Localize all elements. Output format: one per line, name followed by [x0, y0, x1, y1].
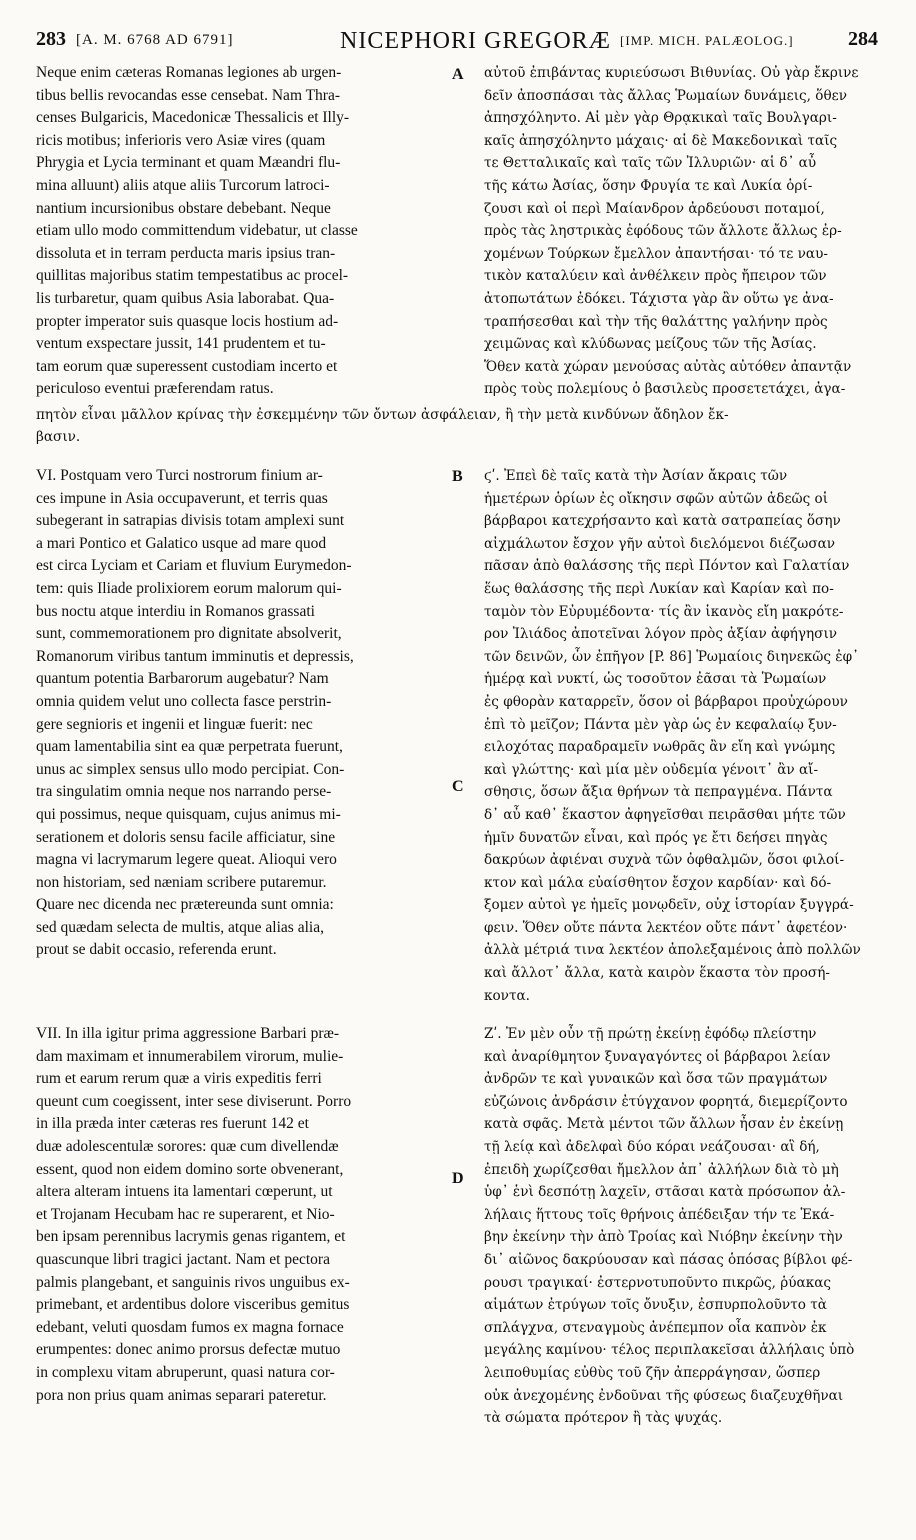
text-line: ἕως θαλάσσης τῆς περὶ Λυκίαν καὶ Καρίαν καὶ πο- — [484, 580, 834, 597]
text-line: quascunque libri tragici jactant. Nam et pectora — [36, 1250, 330, 1268]
text-line: ἀνδρῶν τε καὶ γυναικῶν καὶ ὅσα τῶν πραγμάτων — [484, 1071, 828, 1088]
text-line: ἡμετέρων ὁρίων ἐς οἴκησιν σφῶν αὐτῶν ἀδεῶς οἱ — [484, 490, 829, 507]
text-line: τραπήσεσθαι καὶ τὴν τῆς θαλάττης γαλήνην πρὸς — [484, 313, 828, 330]
page-number-left: 283 — [36, 28, 66, 50]
text-line: μεγάλης καμίνου· τέλος περιπλακεῖσαι ἀλλήλαις ὑπὸ — [484, 1342, 855, 1359]
greek-column-section-1 — [484, 62, 884, 401]
text-line: non historiam, sed næniam scribere putaremur. — [36, 873, 327, 891]
text-line: sed quædam selecta de multis, atque alias alia, — [36, 918, 324, 936]
margin-marker-d: D — [452, 1170, 464, 1187]
text-line: unus ac simplex sensus ullo modo percipiat. Con- — [36, 760, 345, 778]
text-line: τῆς κάτω Ἀσίας, ὅσην Φρυγία τε καὶ Λυκία ὁρί- — [484, 177, 813, 194]
text-line: βάρβαροι κατεχρήσαντο καὶ κατὰ σατραπείας ὅσην — [484, 513, 841, 530]
text-line: ἀλλὰ μέτριά τινα λεκτέον ἀπολεξαμένοις ἀπὸ πολλῶν — [484, 942, 861, 959]
text-line: Ζʹ. Ἐν μὲν οὖν τῇ πρώτῃ ἐκείνῃ ἐφόδῳ πλείστην — [484, 1026, 817, 1042]
page-number-right: 284 — [848, 28, 878, 50]
text-line: ἐπὶ τὸ μεῖζον; Πάντα μὲν γὰρ ὡς ἐν κεφαλαίῳ ξυν- — [484, 716, 837, 733]
text-line: ὑφ᾽ ἑνὶ δεσπότῃ λαχεῖν, στᾶσαι κατὰ πρόσωπον ἀλ- — [484, 1184, 846, 1201]
text-line: πρὸς τὰς ληστρικὰς ἐφόδους τῶν ἄλλοτε ἄλλως ἐρ- — [484, 223, 842, 240]
text-line: queunt cum coegissent, inter sese diviserunt. Porro — [36, 1092, 352, 1110]
text-line: τῇ λείᾳ καὶ ἀδελφαὶ δύο κόραι νεάζουσαι· αἳ δή, — [484, 1138, 820, 1155]
text-line: Neque enim cæteras Romanas legiones ab urgen- — [36, 64, 342, 81]
text-line: est circa Lyciam et Cariam et fluvium Eurymedon- — [36, 557, 352, 575]
text-line: nantium incursionibus obstare debebant. Neque — [36, 199, 331, 217]
text-line: σθησις, ὅσων ἄξια θρήνων τὰ πεπραγμένα. Πάντα — [484, 784, 833, 801]
text-line: prout se dabit occasio, referenda erunt. — [36, 941, 277, 959]
latin-column-section-6 — [36, 465, 446, 962]
text-line: σπλάγχνα, στεναγμοὺς ἀνέπεμπον οἷα καπνὸν ἐκ — [484, 1319, 827, 1336]
text-line: ventum exspectare jussit, 141 prudentem et tu- — [36, 335, 326, 353]
text-line: δ᾽ αὖ καθ᾽ ἕκαστον ἀφηγεῖσθαι πειρᾶσθαι μήτε τῶν — [484, 806, 846, 823]
text-line: τὰ σώματα πρότερον ἢ τὰς ψυχάς. — [484, 1410, 723, 1427]
reign-bracket-right: [IMP. MICH. PALÆOLOG.] — [620, 33, 794, 48]
text-line: subegerant in satrapias divisis totam amplexi sunt — [36, 512, 345, 530]
text-line: Quare nec dicenda nec prætereunda sunt omnia: — [36, 896, 334, 914]
text-line: ἀτοπωτάτων ἐδόκει. Τάχιστα γὰρ ἂν οὕτω γε ἀνα- — [484, 290, 834, 307]
text-line: ειλοχότας παραδραμεῖν νωθρᾶς ἂν εἴη καὶ γνώμης — [484, 739, 836, 756]
text-line: serationem et doloris sensu facile afficiatur, sine — [36, 828, 336, 846]
text-line: λήλαις ἥττους τοῖς θρήνοις ἀπέδειξαν τήν τε Ἑκά- — [484, 1206, 835, 1223]
latin-column-section-7 — [36, 1023, 446, 1407]
greek-column-section-6 — [484, 465, 884, 1007]
latin-column-section-1 — [36, 62, 446, 401]
text-line: τικὸν καταλύειν καὶ ἀνθέλκειν πρὸς ἤπειρον τῶν — [484, 268, 827, 285]
greek-column-section-7 — [484, 1023, 884, 1430]
text-line: omnia quidem velut uno collecta fasce perstrin- — [36, 692, 332, 710]
text-line: tra singulatim omnia neque nos narrando perse- — [36, 783, 332, 801]
text-line: κοντα. — [484, 987, 530, 1004]
text-line: κατὰ σφᾶς. Μετὰ μέντοι τῶν ἄλλων ἦσαν ἐν ἐκείνῃ — [484, 1116, 844, 1133]
running-header — [0, 28, 916, 60]
text-line: ρον Ἰλιάδος ἀποτεῖναι λόγον πρὸς ἀξίαν ἀφήγησιν — [484, 626, 838, 643]
text-line: ἡμέρᾳ καὶ νυκτί, ὡς τοσοῦτον ἐᾶσαι τὰ Ῥωμαίων — [484, 671, 827, 688]
year-bracket-left: [A. M. 6768 AD 6791] — [76, 32, 234, 48]
text-line: αὐτοῦ ἐπιβάντας κυριεύσωσι Βιθυνίας. Οὐ γὰρ ἔκρινε — [484, 65, 859, 81]
text-line: πρὸς τοὺς πολεμίους ὁ βασιλεὺς προσετετάχει, ἀγα- — [484, 381, 846, 398]
text-line: duæ adolescentulæ sorores: quæ cum divellendæ — [36, 1137, 339, 1155]
text-line: a mari Pontico et Galatico usque ad mare quod — [36, 534, 327, 552]
text-line: rum et earum rerum quæ a viris expeditis ferri — [36, 1070, 322, 1088]
text-line: ben ipsam perennibus lacrymis genas rigantem, et — [36, 1228, 346, 1246]
text-line: καὶ ἄλλοτ᾽ ἄλλα, κατὰ καιρὸν ἕκαστα τὸν προσή- — [484, 965, 830, 982]
text-line: sunt, commemorationem pro dignitate absolverit, — [36, 625, 342, 643]
text-line: ταμὸν τὸν Εὐρυμέδοντα· τίς ἂν ἱκανὸς εἴη μακρότε- — [484, 603, 844, 620]
text-line: καῖς ἀπησχόληντο μάχαις· αἱ δὲ Μακεδονικαὶ ταῖς — [484, 132, 838, 149]
text-line: Ὅθεν κατὰ χώραν μενούσας αὐτὰς αὐτόθεν ἀπαντᾷν — [484, 358, 852, 375]
text-line: quillitas majoribus statim tempestatibus ac procel- — [36, 267, 349, 285]
text-line: qui possimus, neque quisquam, cujus animus mi- — [36, 805, 341, 823]
text-line: βην ἐκείνην τὴν ἀπὸ Τροίας καὶ Νιόβην ἐκείνην τὴν — [484, 1229, 843, 1246]
text-line: dissoluta et in terram perducta maris ipsius tran- — [36, 244, 336, 262]
margin-marker-b: B — [452, 468, 463, 485]
text-line: bus noctu atque interdiu in Romanos grassati — [36, 602, 315, 620]
text-line: Phrygia et Lycia terminant et quam Mæandri flu- — [36, 154, 341, 172]
text-line: καὶ ἀναρίθμητον ξυναγαγόντες οἱ βάρβαροι λείαν — [484, 1048, 831, 1065]
text-line: οὐκ ἀνεχομένης ἐνδοῦναι τῆς φύσεως διαζευχθῆναι — [484, 1387, 844, 1404]
text-line: αἱμάτων ἐτρύγων τοῖς ὄνυξιν, ἐσπυρπολοῦντο τὰ — [484, 1297, 827, 1314]
text-line: αἰχμάλωτον ἔσχον γῆν αὐτοὶ διελόμενοι διέζωσαν — [484, 535, 836, 552]
page-title: NICEPHORI GREGORÆ — [340, 28, 612, 54]
text-line: πᾶσαν ἀπὸ θαλάσσης τῆς περὶ Πόντον καὶ Γαλατίαν — [484, 558, 850, 575]
text-line: edebant, veluti quosdam fumos ex magna fornace — [36, 1318, 344, 1336]
text-line: ζουσι καὶ οἱ περὶ Μαίανδρον ἀρδεύουσι ποταμοί, — [484, 200, 825, 217]
text-line: Romanorum viribus tantum imminutis et depressis, — [36, 647, 354, 665]
text-line: etiam ullo modo committendum videbatur, ut classe — [36, 222, 358, 240]
text-line: tam eorum quæ superessent custodiam incerto et — [36, 357, 338, 375]
text-line: χομένων Τούρκων ἔμελλον ἀπαντήσαι· τό τε ναυ- — [484, 245, 828, 262]
text-line: tibus bellis revocandas esse censebat. Nam Thra- — [36, 86, 341, 104]
text-line: λειποθυμίας εὐθὺς τοῦ ζῆν ἀπερράγησαν, ὥσπερ — [484, 1364, 821, 1381]
text-line: φειν. Ὅθεν οὔτε πάντα λεκτέον οὔτε πάντ᾽ ἀφετέον· — [484, 919, 848, 936]
text-line: in illa præda inter cæteras res fuerunt 142 et — [36, 1115, 309, 1133]
text-line: erumpentes: donec animo prorsus defectæ mutuo — [36, 1341, 341, 1359]
margin-marker-a: A — [452, 66, 464, 83]
text-line: palmis plangebant, et sanguinis rivos unguibus ex- — [36, 1273, 350, 1291]
text-line: pora non prius quam animas separari pateretur. — [36, 1386, 327, 1404]
text-line: ἀπησχόληντο. Αἱ μὲν γὰρ Θρᾳκικαὶ ταῖς Βουλγαρι- — [484, 110, 837, 127]
text-line: βασιν. — [36, 429, 81, 445]
text-line: magna vi lacrymarum legere queat. Alioqui vero — [36, 851, 337, 869]
text-line: quantum potentia Barbarorum augebatur? Nam — [36, 670, 329, 688]
text-line: tem: quis Iliade prolixiorem eorum malorum qui- — [36, 579, 342, 597]
text-line: δακρύων ἀφιέναι συχνὰ τῶν ὀφθαλμῶν, ὅσοι φιλοί- — [484, 852, 845, 869]
text-line: quam lamentabilia sint ea quæ perpetrata fuerunt, — [36, 738, 343, 756]
text-line: ἡμῖν δυνατῶν εἶναι, καὶ πρός γε ἔτι δεήσει πηγὰς — [484, 829, 828, 846]
text-line: periculoso eventui præferendam ratus. — [36, 380, 274, 398]
text-line: VII. In illa igitur prima aggressione Barbari præ- — [36, 1025, 340, 1042]
text-line: δι᾽ αἰῶνος δακρύουσαν καὶ πάσας ὁπόσας βίβλοι φέ- — [484, 1251, 853, 1268]
text-line: dam maximam et innumerabilem virorum, mulie- — [36, 1047, 344, 1065]
text-line: essent, quod non eidem domino sorte obvenerant, — [36, 1160, 344, 1178]
text-line: εὐζώνοις ἀνδράσιν ἐτύγχανον φορητά, διεμερίζοντο — [484, 1093, 848, 1110]
text-line: τῶν δεινῶν, ὧν ἐπῆγον [P. 86] Ῥωμαίοις διηνεκῶς ἐφ᾽ — [484, 648, 859, 665]
text-line: δεῖν ἀποσπάσαι τὰς ἄλλας Ῥωμαίων δυνάμεις, ὅθεν — [484, 87, 847, 104]
text-line: censes Bulgaricis, Macedonicæ Thessalicis et Illy- — [36, 109, 350, 127]
text-line: ἐς φθορὰν καταρρεῖν, ὅσον οἱ βάρβαροι προὐχώρουν — [484, 693, 848, 710]
text-line: in complexu vitam abruperunt, quasi natura cor- — [36, 1363, 335, 1381]
text-line: ξομεν αὐτοὶ γε ἡμεῖς μονῳδεῖν, οὐχ ἱστορίαν ξυγγρά- — [484, 897, 854, 914]
text-line: ρουσι τραγικαί· ἐστερνοτυποῦντο πικρῶς, ῥύακας — [484, 1274, 832, 1291]
text-line: propter imperator suis quasque locis hostium ad- — [36, 312, 339, 330]
text-line: ricis motibus; inferioris vero Asiæ vires (quam — [36, 131, 326, 149]
text-line: gere segnioris et ingenii et linguæ fuerit: nec — [36, 715, 313, 733]
text-line: et Trojanam Hecubam hac re superarent, et Nio- — [36, 1205, 335, 1223]
text-line: mina alluunt) aliis atque aliis Turcorum latroci- — [36, 176, 330, 194]
text-line: ἐπειδὴ χωρίζεσθαι ἤμελλον ἀπ᾽ ἀλλήλων διὰ τὸ μὴ — [484, 1161, 839, 1178]
text-line: lis turbaretur, quam quibus Asia laborabat. Qua- — [36, 289, 335, 307]
text-line: πητὸν εἶναι μᾶλλον κρίνας τὴν ἐσκεμμένην τῶν ὄντων ἀσφάλειαν, ἢ τὴν μετὰ κινδύνων ἄδηλον ἔκ- — [36, 407, 729, 423]
text-line: ces impune in Asia occupaverunt, et terris quas — [36, 489, 328, 507]
greek-full-width-text — [36, 404, 884, 448]
text-line: altera alteram intuens ita lamentari cœperunt, ut — [36, 1183, 333, 1201]
text-line: τε Θετταλικαῖς καὶ ταῖς τῶν Ἰλλυριῶν· αἱ δ᾽ αὖ — [484, 155, 817, 172]
text-line: χειμῶνας καὶ κλύδωνας μείζους τῶν τῆς Ἀσίας. — [484, 336, 817, 353]
margin-marker-c: C — [452, 778, 464, 795]
text-line: VI. Postquam vero Turci nostrorum finium ar- — [36, 467, 323, 484]
text-line: κτον καὶ μάλα εὐαίσθητον ἔσχον καρδίαν· καὶ δό- — [484, 874, 832, 891]
text-line: primebant, et ardentibus dolore visceribus gemitus — [36, 1296, 350, 1314]
text-line: ϛʹ. Ἐπεὶ δὲ ταῖς κατὰ τὴν Ἀσίαν ἄκραις τῶν — [484, 468, 788, 484]
text-line: καὶ γλώττης· καὶ μία μὲν οὐδεμία γένοιτ᾽ ἂν αἴ- — [484, 761, 819, 778]
